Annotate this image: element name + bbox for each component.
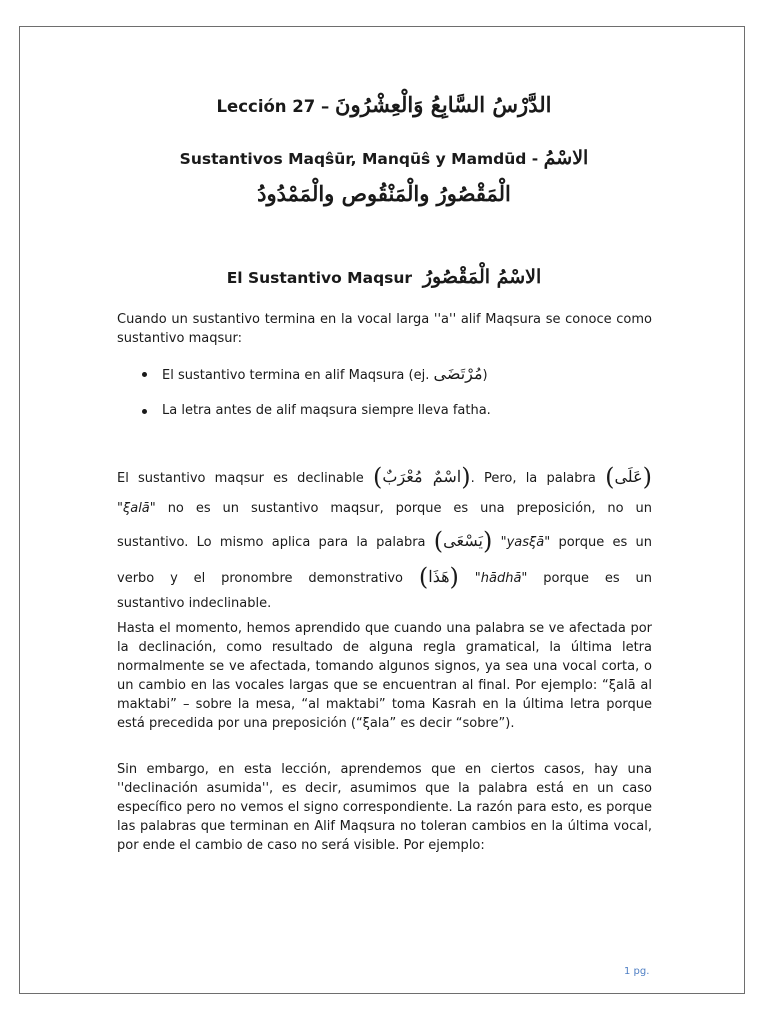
list-item <box>140 364 652 386</box>
hasta-paragraph <box>117 619 652 733</box>
section-title <box>0 264 768 291</box>
arabic-word: هَذَا <box>428 567 450 586</box>
title-arabic: الدَّرْسُ السَّابِعُ وَالْعِشْرُونَ <box>335 92 552 117</box>
text-run: " porque es un <box>521 571 653 586</box>
paren: ) <box>449 563 459 591</box>
intro-text: Cuando un sustantivo termina en la vocal larga ''a'' alif Maqsura se conoce como sustantivo maqsur: <box>117 312 652 346</box>
page-title <box>0 92 768 120</box>
hasta-text: Hasta el momento, hemos aprendido que cuando una palabra se ve afectada por la declinación, como resultado de alguna regla gramatical, la última letra normalmente se ve afectada, tomando algunos signos, ya sea una vocal corta, o un cambio en las vocales largas que se encuentran al final. Por ejemplo: “ξalā al maktabi” – sobre la mesa, “al maktabi” toma Kasrah en la última letra porque está precedida por una preposición (“ξala” es decir “sobre”). <box>117 621 652 731</box>
paren: ( <box>605 463 615 491</box>
paren: ( <box>373 463 383 491</box>
sin-embargo-text: Sin embargo, en esta lección, aprendemos que en ciertos casos, hay una ''declinación asumida'', es decir, asumimos que la palabra está en un caso específico pero no vemos el signo correspondiente. La razón para esto, es porque las palabras que terminan en Alif Maqsura no toleran cambios en la última vocal, por ende el cambio de caso no será visible. Por ejemplo: <box>117 762 652 853</box>
intro-paragraph <box>117 310 652 348</box>
text-run: " porque es un <box>544 535 653 550</box>
text-run: El sustantivo maqsur es declinable <box>117 471 364 486</box>
paren: ) <box>461 463 471 491</box>
bullet-list-2 <box>140 401 652 421</box>
bullet-text: La letra antes de alif maqsura siempre lleva fatha. <box>162 403 491 418</box>
page-number: 1 pg. <box>624 966 650 977</box>
quote: " <box>500 535 507 550</box>
text-run: sustantivo indeclinable. <box>117 596 272 611</box>
paren: ( <box>418 563 429 591</box>
subtitle <box>0 146 768 171</box>
subtitle-spanish: Sustantivos Maqŝūr, Manqūŝ y Mamdūd - <box>179 150 539 168</box>
paren: ) <box>642 463 652 491</box>
bullet-end: ) <box>482 368 488 383</box>
arabic-word: يَسْعَى <box>443 531 483 550</box>
arabic-word: عَلَى <box>614 467 643 486</box>
transliteration: ξalā <box>122 501 150 516</box>
subtitle-arabic-2: الْمَقْصُورُ والْمَنْقُوص والْمَمْدُودُ <box>257 181 511 206</box>
declinable-line-3 <box>117 525 652 557</box>
quote: " <box>117 501 123 516</box>
bullet-arabic: مُرْتَضَى <box>433 364 483 383</box>
title-spanish: Lección 27 – <box>216 97 330 116</box>
transliteration: yasξā <box>506 535 545 550</box>
paren: ) <box>482 527 493 555</box>
transliteration: hādhā <box>480 571 522 586</box>
quote: " <box>474 571 481 586</box>
declinable-line-4 <box>117 561 652 593</box>
declinable-line-2 <box>117 493 652 525</box>
section-title-arabic: الاسْمُ الْمَقْصُورُ <box>422 266 542 288</box>
text-run: . Pero, la palabra <box>470 471 596 486</box>
text-run: sustantivo. Lo mismo aplica para la palabra <box>117 535 426 550</box>
paren: ( <box>433 527 444 555</box>
arabic-word: اسْمٌ مُعْرَبٌ <box>382 467 462 486</box>
text-run: " no es un sustantivo maqsur, porque es una preposición, no un <box>149 501 652 516</box>
bullet-list-1 <box>140 364 652 386</box>
text-run: verbo y el pronombre demonstrativo <box>117 571 404 586</box>
declinable-line-1 <box>117 461 652 493</box>
section-title-spanish: El Sustantivo Maqsur <box>226 269 413 287</box>
bullet-text: El sustantivo termina en alif Maqsura (ej. <box>162 368 430 383</box>
declinable-line-5 <box>117 593 652 615</box>
list-item <box>140 401 652 421</box>
declinable-paragraph <box>117 461 652 615</box>
sin-embargo-paragraph <box>117 760 652 855</box>
subtitle-arabic-1: الاسْمُ <box>543 147 589 169</box>
